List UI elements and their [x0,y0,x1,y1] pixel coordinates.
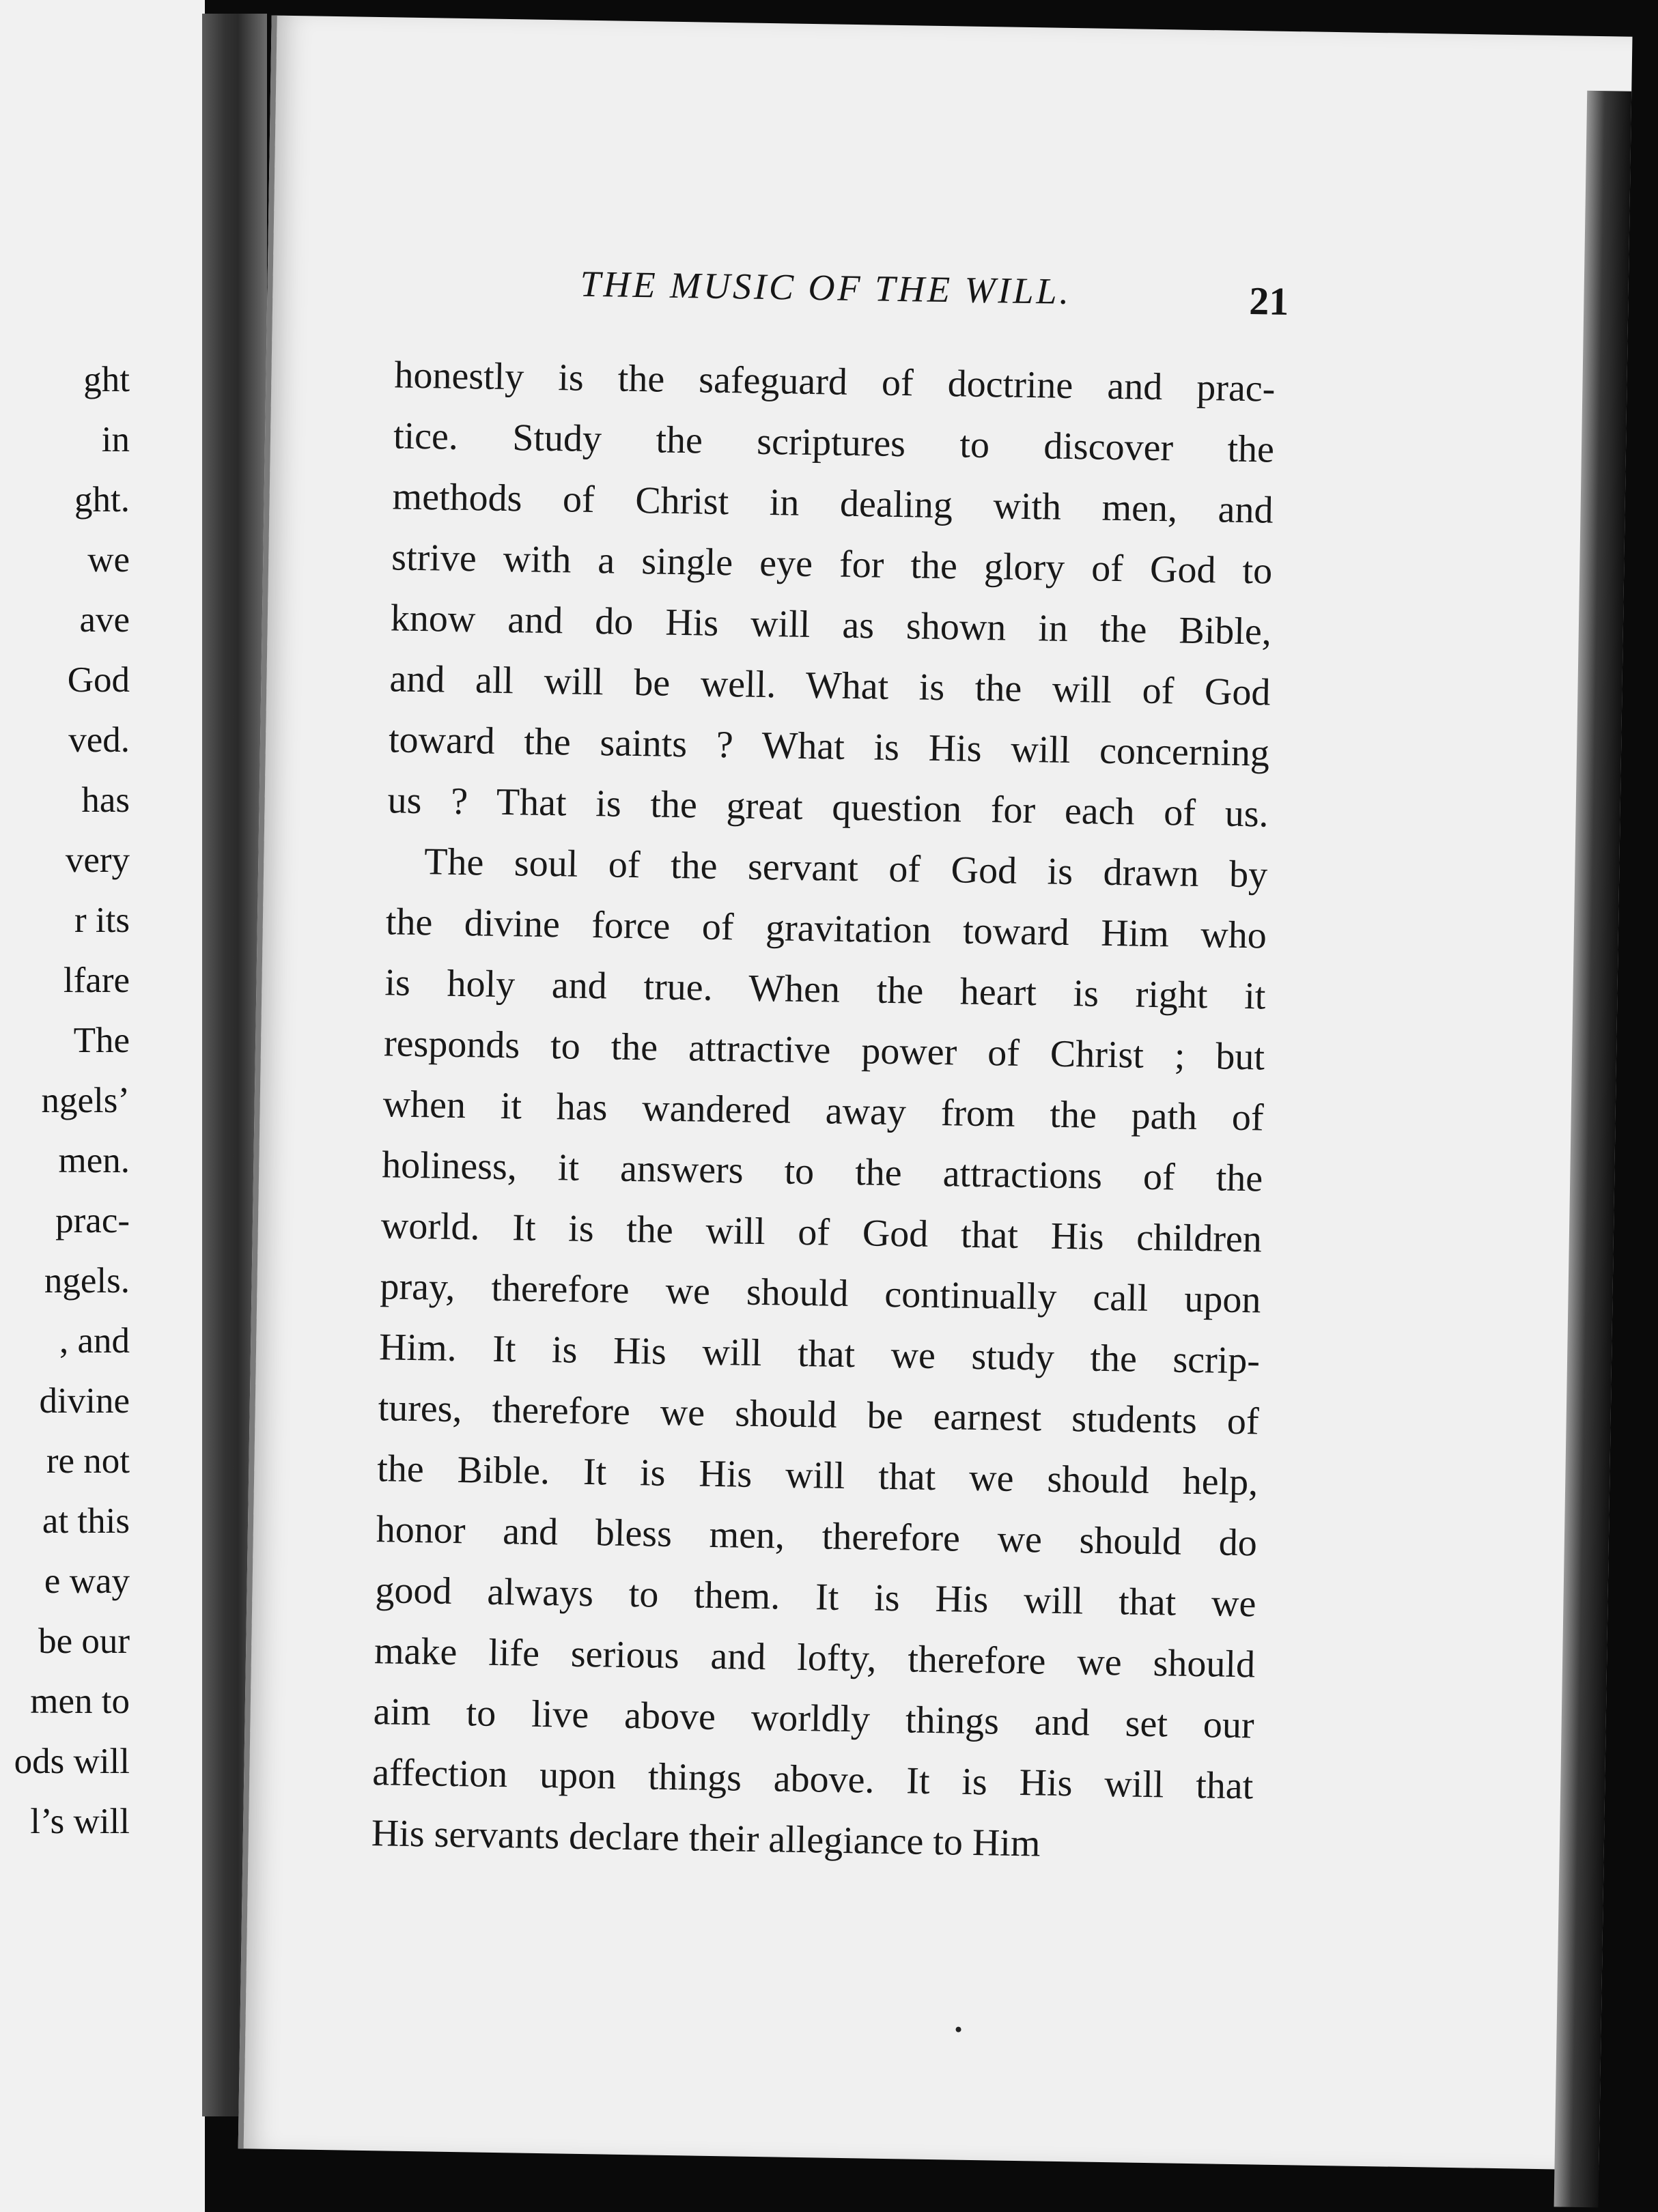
left-line-fragment: be our [38,1621,130,1661]
text-line: affection upon things above. It is His will that [371,1751,1254,1808]
left-line-fragment: in [101,420,130,459]
left-line-fragment: very [65,840,130,880]
left-line-fragment: , and [59,1321,130,1361]
left-line-fragment: God [67,660,130,700]
running-head: THE MUSIC OF THE WILL. [580,263,1072,312]
left-line-fragment: prac- [55,1201,130,1240]
text-line: holiness, it answers to the attractions of the [381,1144,1263,1200]
left-line-fragment: ods will [14,1742,130,1781]
page-edge-shadow [1554,91,1632,2208]
text-line: and all will be well. What is the will of God [389,657,1271,714]
left-line-fragment: we [87,540,130,580]
left-line-fragment: l’s will [30,1802,130,1841]
text-line: toward the saints ? What is His will concerning [388,718,1270,775]
text-line: honestly is the safeguard of doctrine and prac- [394,354,1276,410]
left-line-fragment: ngels’ [41,1081,130,1120]
text-line: tures, therefore we should be earnest students of [378,1387,1260,1443]
left-line-fragment: r its [74,901,130,940]
left-line-fragment: re not [46,1441,130,1481]
page-body-text [371,345,1276,1877]
text-line: aim to live above worldly things and set our [373,1690,1255,1747]
text-line: The soul of the servant of God is drawn by [423,840,1268,896]
text-line: methods of Christ in dealing with men, and [392,475,1274,532]
left-line-fragment: men. [58,1141,130,1180]
text-line: good always to them. It is His will that we [375,1569,1256,1626]
text-line: the divine force of gravitation toward Him who [385,901,1267,957]
left-line-fragment: ght. [74,480,130,520]
left-line-fragment: at this [42,1501,130,1541]
left-line-fragment: ved. [68,720,130,760]
left-line-fragment: The [73,1021,130,1060]
page-number: 21 [1248,279,1289,324]
left-line-fragment: ght [83,360,130,399]
text-line: the Bible. It is His will that we should help, [376,1447,1259,1504]
text-line: honor and bless men, therefore we should do [376,1508,1258,1565]
left-line-fragment: ngels. [44,1261,130,1301]
text-line: is holy and true. When the heart is right it [384,961,1266,1018]
text-line: us ? That is the great question for each of us. [387,779,1269,836]
left-line-fragment: ave [79,600,130,640]
text-line: world. It is the will of God that His children [380,1204,1263,1261]
left-line-fragment: divine [39,1381,130,1421]
left-line-fragment: e way [44,1561,130,1601]
text-line: when it has wandered away from the path of [382,1083,1265,1139]
text-line: Him. It is His will that we study the scrip- [378,1326,1261,1382]
left-line-fragment: men to [30,1682,130,1721]
left-line-fragment: has [81,780,130,820]
book-page [238,16,1633,2170]
text-line: tice. Study the scriptures to discover the [393,414,1275,471]
left-line-fragment: lfare [63,961,130,1000]
previous-page-fragment [0,0,205,2212]
text-line: His servants declare their allegiance to Him [371,1812,1041,1865]
text-line: make life serious and lofty, therefore we should [374,1630,1256,1686]
text-line: know and do His will as shown in the Bible, [390,597,1272,653]
text-line: responds to the attractive power of Christ ; but [383,1022,1265,1079]
text-line: strive with a single eye for the glory of God to [391,536,1273,593]
paper-speck [955,2027,961,2032]
text-line: pray, therefore we should continually call upon [380,1265,1261,1322]
